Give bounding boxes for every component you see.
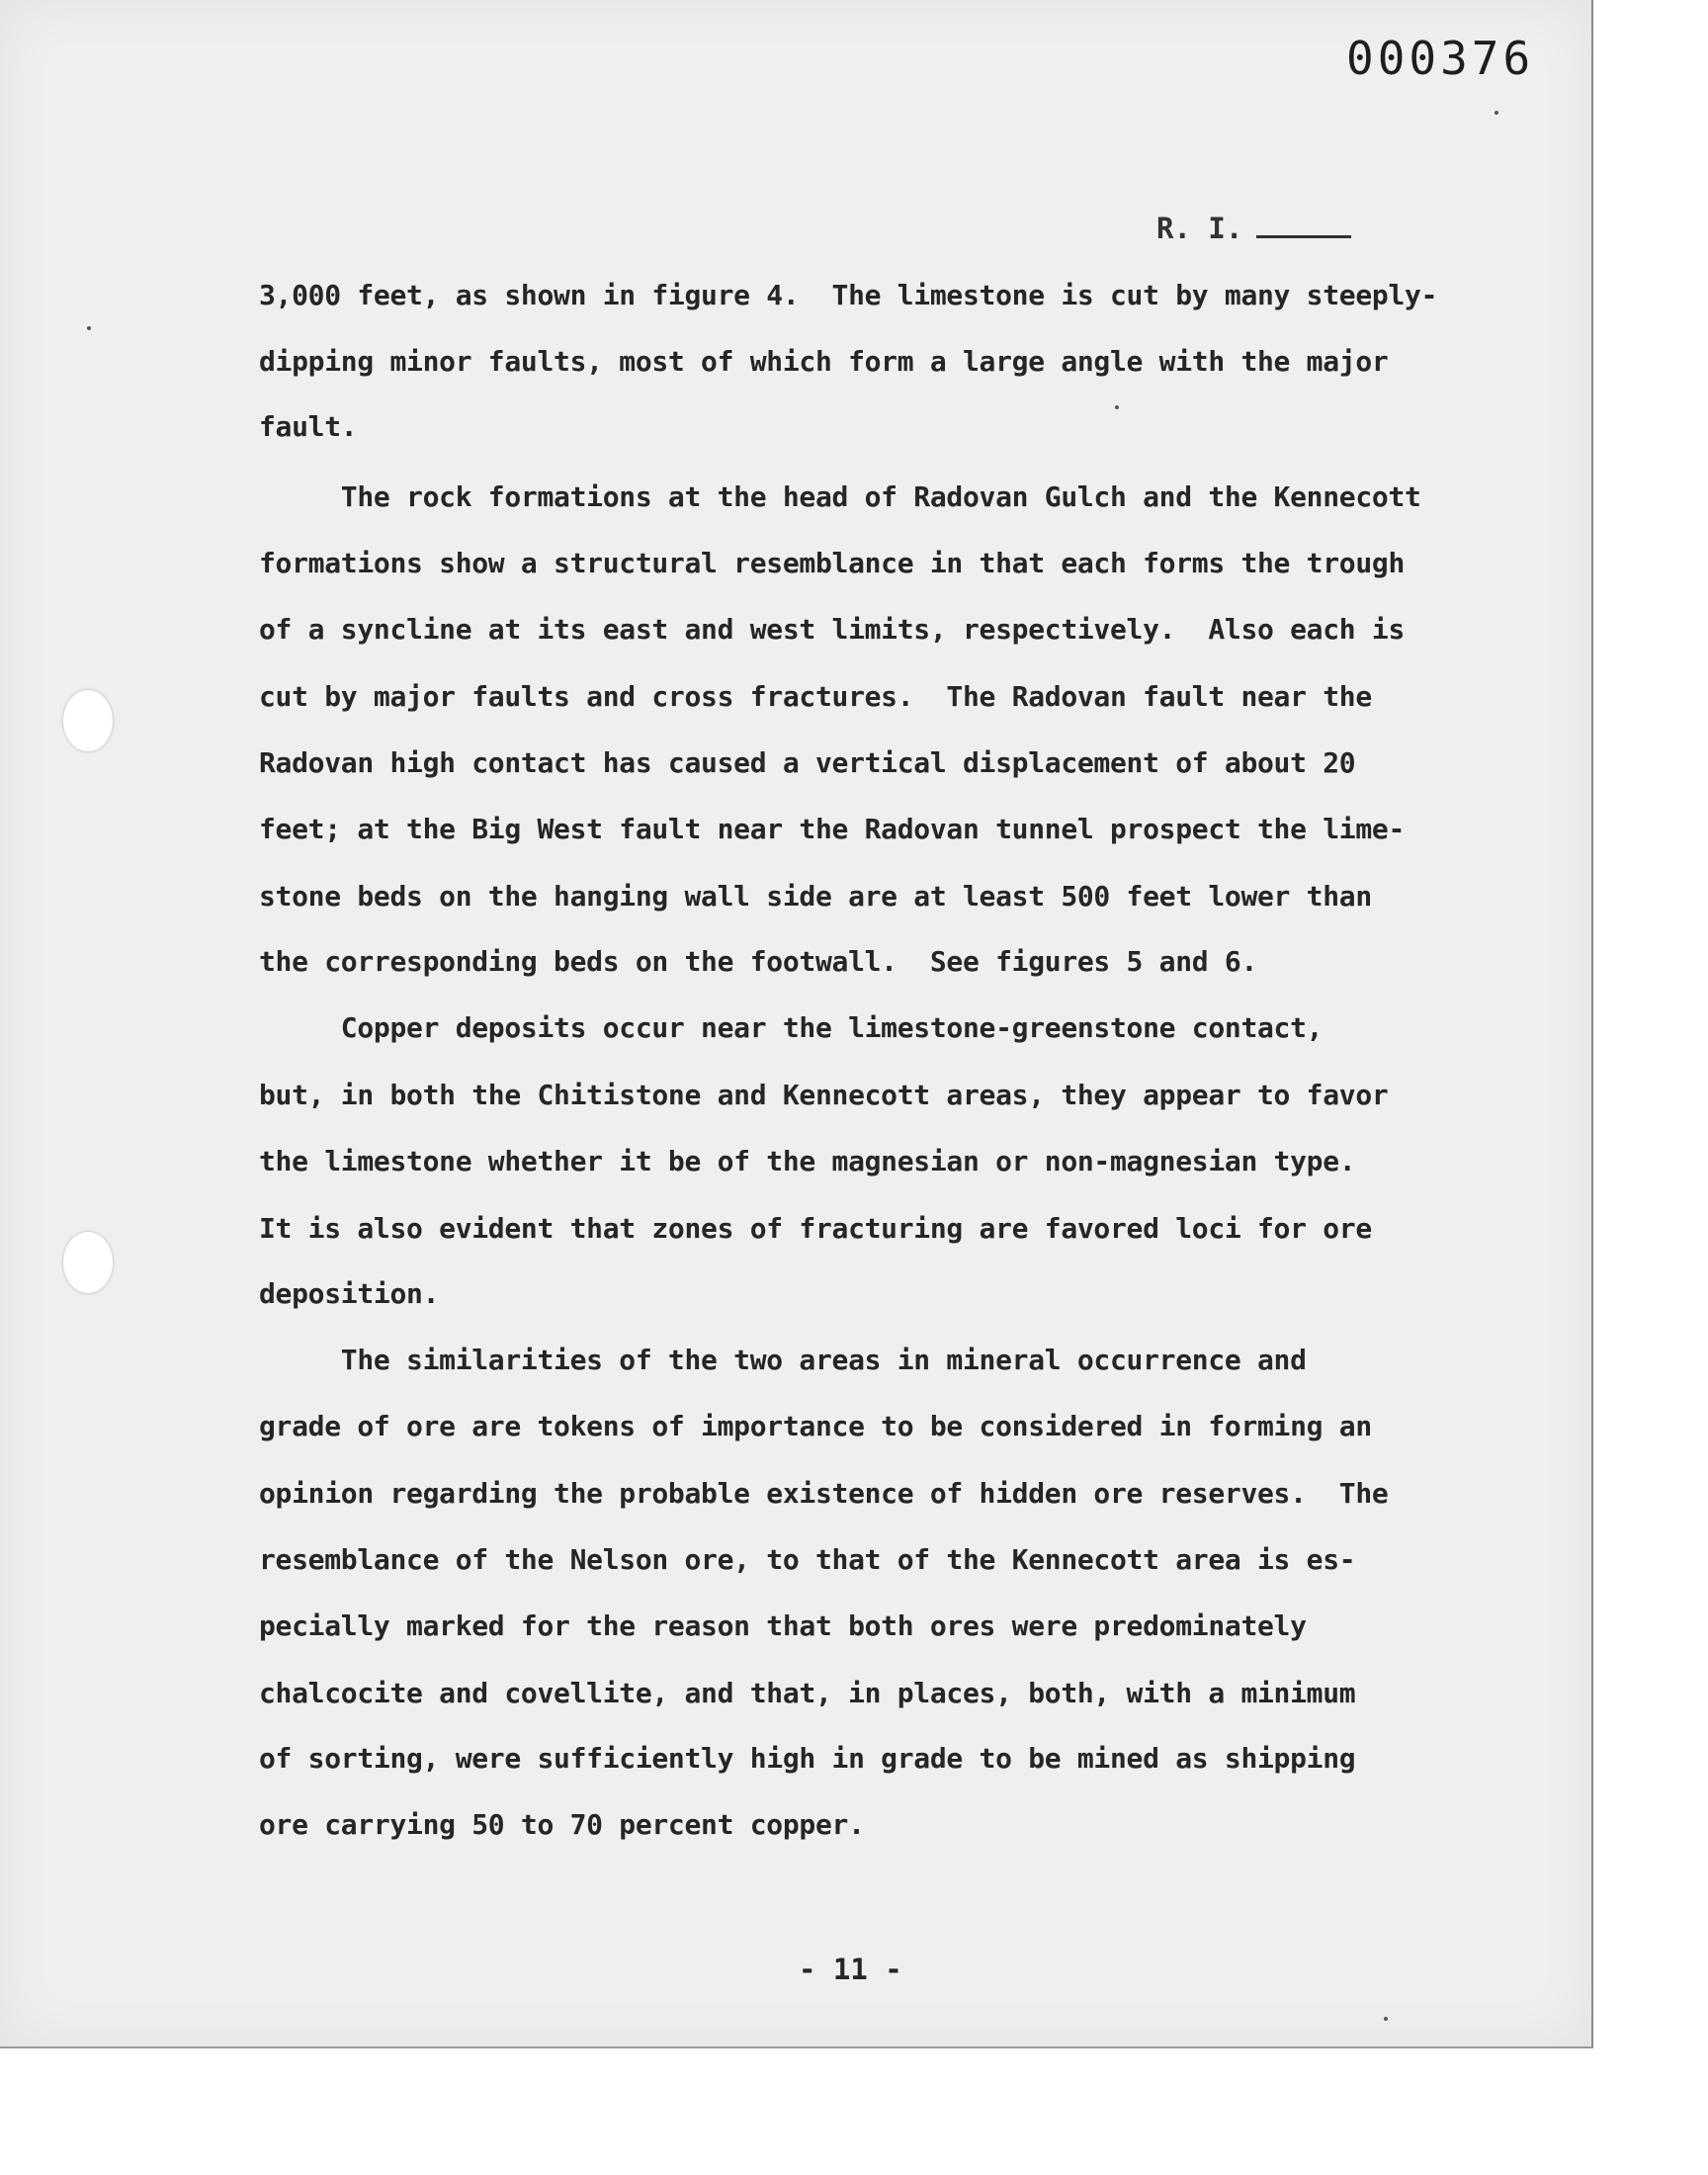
- page-number: - 11 -: [799, 1953, 902, 1986]
- punch-hole-lower: [63, 1232, 113, 1293]
- text-line: opinion regarding the probable existence of hidden ore reserves. The: [259, 1477, 1389, 1510]
- scan-speck: [87, 326, 91, 330]
- text-line: Radovan high contact has caused a vertical displacement of about 20: [259, 746, 1356, 779]
- text-line: 3,000 feet, as shown in figure 4. The limestone is cut by many steeply-: [259, 279, 1438, 311]
- text-line: of a syncline at its east and west limits, respectively. Also each is: [259, 613, 1406, 646]
- text-line: Copper deposits occur near the limestone-greenstone contact,: [259, 1011, 1324, 1044]
- text-line: feet; at the Big West fault near the Radovan tunnel prospect the lime-: [259, 813, 1406, 845]
- text-line: of sorting, were sufficiently high in grade to be mined as shipping: [259, 1742, 1356, 1775]
- report-label-text: R. I.: [1156, 212, 1243, 245]
- text-line: but, in both the Chitistone and Kennecott areas, they appear to favor: [259, 1079, 1389, 1111]
- report-label: [1156, 212, 1351, 245]
- text-line: The similarities of the two areas in mineral occurrence and: [259, 1344, 1307, 1376]
- text-line: The rock formations at the head of Radovan Gulch and the Kennecott: [259, 480, 1421, 513]
- text-line: chalcocite and covellite, and that, in places, both, with a minimum: [259, 1677, 1356, 1709]
- text-line: formations show a structural resemblance in that each forms the trough: [259, 547, 1406, 579]
- scan-speck: [1494, 111, 1498, 115]
- text-line: cut by major faults and cross fractures. The Radovan fault near the: [259, 680, 1372, 713]
- text-line: grade of ore are tokens of importance to be considered in forming an: [259, 1410, 1372, 1442]
- scan-speck: [1115, 405, 1119, 409]
- text-line: dipping minor faults, most of which form a large angle with the major: [259, 345, 1389, 378]
- text-line: deposition.: [259, 1277, 440, 1310]
- text-line: the limestone whether it be of the magnesian or non-magnesian type.: [259, 1145, 1356, 1177]
- scan-speck: [1384, 2017, 1388, 2021]
- punch-hole-upper: [63, 690, 113, 751]
- text-line: pecially marked for the reason that both ores were predominately: [259, 1610, 1307, 1642]
- report-number-blank: [1256, 235, 1351, 238]
- text-line: resemblance of the Nelson ore, to that of the Kennecott area is es-: [259, 1543, 1356, 1576]
- text-line: ore carrying 50 to 70 percent copper.: [259, 1808, 865, 1841]
- text-line: stone beds on the hanging wall side are at least 500 feet lower than: [259, 880, 1372, 913]
- text-line: It is also evident that zones of fracturing are favored loci for ore: [259, 1212, 1372, 1245]
- archive-stamp-number: 000376: [1346, 32, 1535, 85]
- text-line: fault.: [259, 410, 358, 443]
- text-line: the corresponding beds on the footwall. See figures 5 and 6.: [259, 945, 1258, 978]
